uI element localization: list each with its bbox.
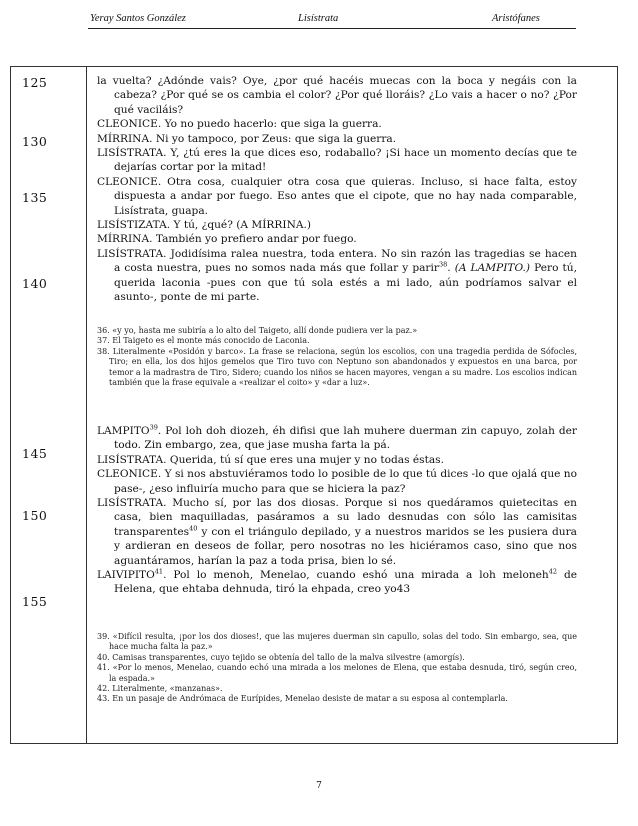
dialogue-paragraph: CLEONICE. Yo no puedo hacerlo: que siga la guerra. (97, 118, 382, 131)
dialogue-paragraph: LISÍSTIZATA. Y tú, ¿qué? (A MÍRRINA.) (97, 219, 311, 232)
header-author: Yeray Santos González (90, 13, 186, 24)
dialogue-paragraph (97, 568, 577, 597)
page-number: 7 (316, 781, 322, 791)
line-number: 140 (22, 276, 48, 291)
footnote: 40. Camisas transparentes, cuyo tejido se obtenía del tallo de la malva silvestre (amorgís). (97, 652, 465, 662)
dialogue-text: . Pol lo menoh, Menelao, cuando eshó una mirada a loh meloneh (163, 569, 549, 582)
dialogue-paragraph: MÍRRINA. También yo prefiero andar por fuego. (97, 233, 357, 246)
stage-direction: (A LAMPITO.) (454, 262, 531, 275)
speaker: LAMPITO (97, 425, 150, 437)
dialogue-paragraph: LISÍSTRATA. Querida, tú sí que eres una mujer y no todas éstas. (97, 453, 444, 466)
footnotes-block-1 (97, 326, 577, 388)
footnote-ref: 38 (438, 260, 448, 269)
punct: . (447, 262, 451, 275)
dialogue-block-2 (97, 424, 577, 597)
footnote: 36. «y yo, hasta me subiría a lo alto del Taigeto, allí donde pudiera ver la paz.» (97, 326, 418, 335)
footnote-ref: 42 (548, 567, 558, 576)
dialogue-paragraph (97, 424, 577, 453)
dialogue-paragraph: CLEONICE. Otra cosa, cualquier otra cosa que quieras. Incluso, si hace falta, estoy dispuesta a andar por fuego. Eso antes que el cipote, que no hay nada comparable, Lisístrata, guapa. (97, 175, 577, 217)
dialogue-block-1 (97, 74, 577, 305)
dialogue-text: de Helena, que ehtaba dehnuda, tiró la ehpada, creo yo43 (114, 569, 577, 596)
header-original-author: Aristófanes (492, 13, 540, 24)
footnote-ref: 39 (149, 423, 158, 432)
footnote-ref: 41 (154, 567, 164, 576)
speaker: LAIVIPITO (97, 569, 155, 582)
line-number: 155 (22, 594, 48, 609)
line-number: 130 (22, 134, 48, 149)
header-title: Lisístrata (298, 13, 339, 24)
line-number: 145 (22, 446, 48, 461)
footnote-ref: 40 (189, 524, 198, 533)
dialogue-text: . Pol loh doh diozeh, éh difisi que lah muhere duerman zin capuyo, zolah der todo. Zin embargo, zea, que jase musha farta la pá. (114, 425, 577, 452)
line-number: 135 (22, 190, 48, 205)
dialogue-paragraph (97, 247, 577, 305)
footnote: 43. En un pasaje de Andrómaca de Eurípides, Menelao desiste de matar a su esposa al contemplarla. (97, 694, 508, 704)
line-number: 125 (22, 75, 48, 90)
footnote: 38. Literalmente «Posidón y barco». La frase se relaciona, según los escolios, con una tragedia perdida de Sófocles, Tiro; en ella, los dos hijos gemelos que Tiro tuvo con Neptuno son abandonados y expuestos en una barca, por temor a la madrastra de Tiro, Sidero; cuando los niños se hacen mayores, vengan a su madre. Los escolios indican también que la frase equivale a «realizar el coito» y «dar a luz». (97, 346, 577, 388)
footnotes-block-2 (97, 632, 577, 705)
column-divider (86, 66, 87, 744)
footnote: 37. El Taigeto es el monte más conocido de Laconia. (97, 336, 310, 346)
dialogue-paragraph: MÍRRINA. Ni yo tampoco, por Zeus: que siga la guerra. (97, 132, 397, 145)
page-header (88, 12, 576, 29)
line-number: 150 (22, 508, 48, 523)
footnote: 42. Literalmente, «manzanas». (97, 684, 223, 694)
dialogue-text: LISÍSTRATA. Mucho sí, por las dos diosas. Porque si nos quedáramos quietecitas en casa, bien maquilladas, pasáramos a su lado desnudas con sólo las camisitas transparentes (97, 497, 577, 538)
dialogue-paragraph: LISÍSTRATA. Y, ¿tú eres la que dices eso, rodaballo? ¡Si hace un momento decías que te dejarías cortar por la mitad! (97, 147, 577, 174)
dialogue-paragraph: CLEONICE. Y si nos abstuviéramos todo lo posible de lo que tú dices -lo que ojalá que no pase-, ¿eso influiría mucho para que se hiciera la paz? (97, 468, 577, 495)
dialogue-text: LISÍSTRATA. Jodidísima ralea nuestra, toda entera. No sin razón las tragedias se hacen a costa nuestra, pues no somos nada más que follar y parir (97, 247, 577, 275)
dialogue-paragraph (97, 496, 577, 568)
dialogue-paragraph: la vuelta? ¿Adónde vais? Oye, ¿por qué hacéis muecas con la boca y negáis con la cabeza? ¿Por qué se os cambia el color? ¿Por qué lloráis? ¿Lo vais a hacer o no? ¿Por qué vaciláis? (97, 75, 577, 116)
footnote: 39. «Difícil resulta, ¡por los dos dioses!, que las mujeres duerman sin capullo, solas del todo. Sin embargo, sea, que hace mucha falta la paz.» (97, 632, 577, 652)
footnote: 41. «Por lo menos, Menelao, cuando echó una mirada a los melones de Elena, que estaba desnuda, tiró, según creo, la espada.» (97, 663, 577, 683)
dialogue-text: y con el triángulo depilado, y a nuestros maridos se les pusiera dura y ardieran en deseos de follar, pero nosotras no les hiciéramos caso, sino que nos aguantáramos, harían la paz a toda prisa, bien lo sé. (114, 525, 577, 567)
dialogue-text: Pero tú, querida laconia -pues con que tú sola estés a mi lado, aún podríamos salvar el asunto-, ponte de mi parte. (114, 262, 577, 304)
